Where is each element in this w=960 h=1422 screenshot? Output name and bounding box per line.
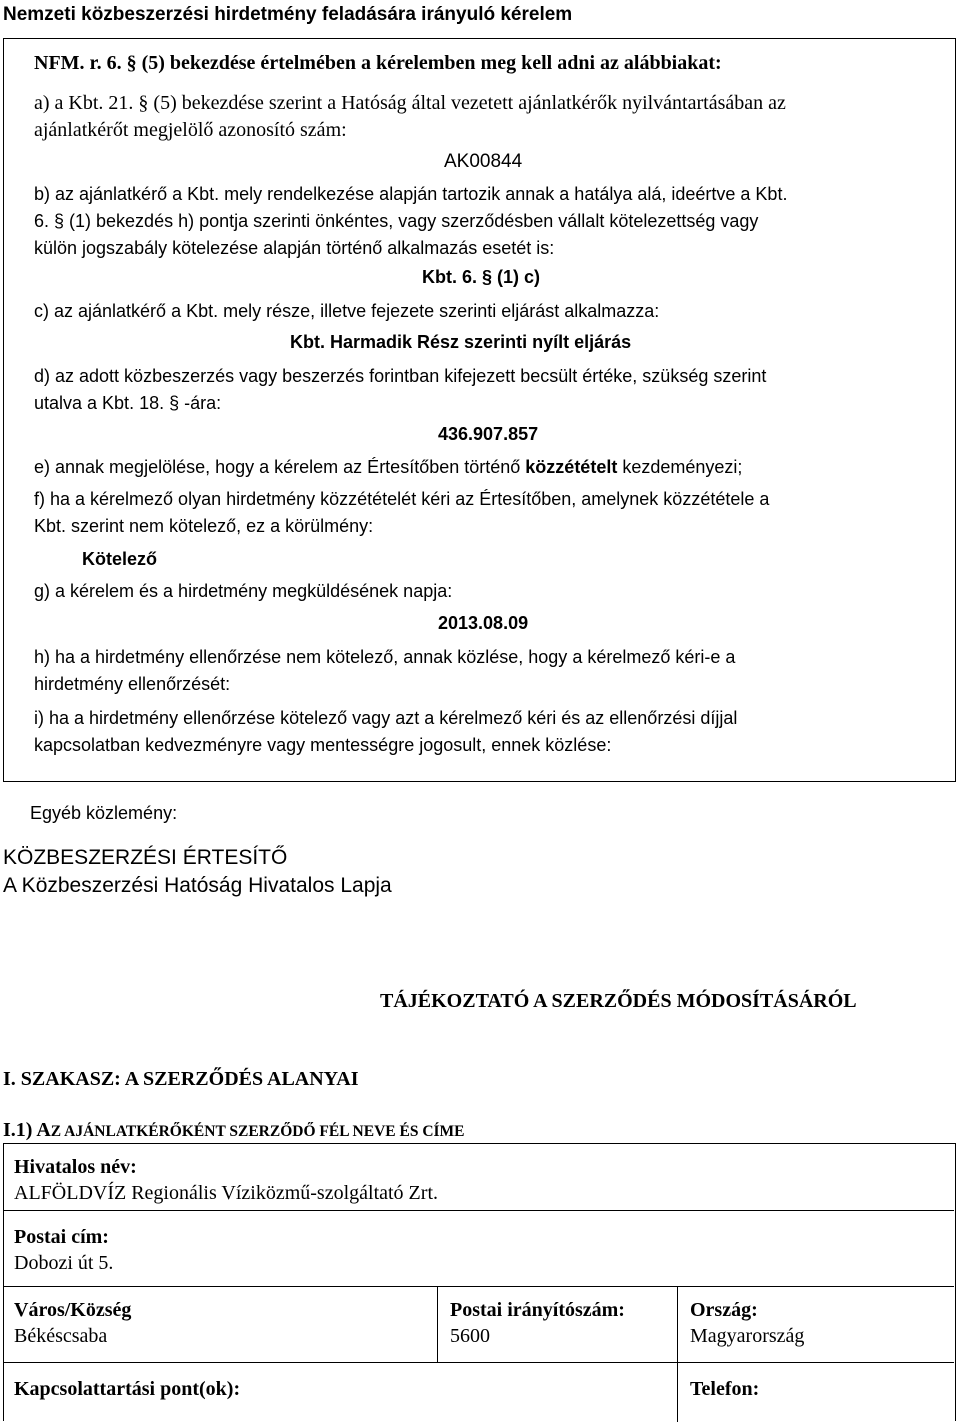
other-notice-label: Egyéb közlemény: (30, 803, 178, 823)
item-d-value: 436.907.857 (438, 424, 539, 444)
country-label: Ország: (690, 1299, 758, 1321)
city-value: Békéscsaba (14, 1325, 108, 1347)
item-g-line1: g) a kérelem és a hirdetmény megküldésének napja: (34, 581, 453, 601)
item-a-value: AK00844 (444, 151, 523, 172)
row-divider-1 (4, 1210, 954, 1211)
subsection-prefix: I.1) A (3, 1119, 51, 1141)
item-h-line2: hirdetmény ellenőrzését: (34, 674, 231, 694)
item-f-value: Kötelező (82, 549, 158, 569)
item-i-line1: i) ha a hirdetmény ellenőrzése kötelező vagy azt a kérelmező kéri és az ellenőrzési díjjal (34, 708, 738, 728)
item-a-line1: a) a Kbt. 21. § (5) bekezdése szerint a Hatóság által vezetett ajánlatkérők nyilvántartásában az (34, 92, 786, 114)
city-label: Város/Község (14, 1299, 132, 1321)
contact-table (3, 1143, 956, 1421)
item-a-line2: ajánlatkérőt megjelölő azonosító szám: (34, 119, 347, 141)
section-title: I. SZAKASZ: A SZERZŐDÉS ALANYAI (3, 1068, 359, 1090)
postcode-label: Postai irányítószám: (450, 1299, 625, 1321)
phone-label: Telefon: (690, 1378, 760, 1400)
item-e-text-post: kezdeményezi; (617, 457, 743, 477)
col-divider-2 (677, 1286, 678, 1422)
postal-address-label: Postai cím: (14, 1226, 109, 1248)
col-divider-1 (437, 1286, 438, 1363)
request-box (3, 38, 956, 782)
postal-address-value: Dobozi út 5. (14, 1252, 114, 1274)
postcode-value: 5600 (450, 1325, 490, 1347)
publication-subtitle: A Közbeszerzési Hatóság Hivatalos Lapja (3, 874, 392, 897)
item-b-value: Kbt. 6. § (1) c) (422, 267, 541, 287)
official-name-value: ALFÖLDVÍZ Regionális Víziközmű-szolgáltató Zrt. (14, 1182, 438, 1204)
notice-title: TÁJÉKOZTATÓ A SZERZŐDÉS MÓDOSÍTÁSÁRÓL (380, 990, 857, 1012)
item-e-line (34, 457, 742, 478)
item-b-line3: külön jogszabály kötelezése alapján történő alkalmazás esetét is: (34, 238, 555, 258)
contact-label: Kapcsolattartási pont(ok): (14, 1378, 241, 1400)
subsection-title (3, 1119, 465, 1142)
subsection-rest: Z AJÁNLATKÉRŐKÉNT SZERZŐDŐ FÉL NEVE ÉS CÍME (50, 1123, 465, 1140)
item-d-line2: utalva a Kbt. 18. § -ára: (34, 393, 222, 413)
item-h-line1: h) ha a hirdetmény ellenőrzése nem kötelező, annak közlése, hogy a kérelmező kéri-e a (34, 647, 736, 667)
item-b-line1: b) az ajánlatkérő a Kbt. mely rendelkezése alapján tartozik annak a hatálya alá, ideértve a Kbt. (34, 184, 788, 204)
item-f-line2: Kbt. szerint nem kötelező, ez a körülmény: (34, 516, 374, 536)
item-c-value: Kbt. Harmadik Rész szerinti nyílt eljárás (290, 332, 632, 352)
country-value: Magyarország (690, 1325, 805, 1347)
item-i-line2: kapcsolatban kedvezményre vagy mentességre jogosult, ennek közlése: (34, 735, 612, 755)
item-f-line1: f) ha a kérelmező olyan hirdetmény közzétételét kéri az Értesítőben, amelynek közzététele a (34, 489, 770, 509)
official-name-label: Hivatalos név: (14, 1156, 137, 1178)
item-g-value: 2013.08.09 (438, 613, 529, 633)
item-d-line1: d) az adott közbeszerzés vagy beszerzés forintban kifejezett becsült értéke, szükség szerint (34, 366, 767, 386)
item-e-text-pre: e) annak megjelölése, hogy a kérelem az Értesítőben történő (34, 457, 526, 477)
publication-name: KÖZBESZERZÉSI ÉRTESÍTŐ (3, 846, 288, 869)
item-c-line1: c) az ajánlatkérő a Kbt. mely része, illetve fejezete szerinti eljárást alkalmazza: (34, 301, 660, 321)
document-title: Nemzeti közbeszerzési hirdetmény feladására irányuló kérelem (3, 4, 573, 25)
row-divider-3 (4, 1362, 954, 1363)
request-intro: NFM. r. 6. § (5) bekezdése értelmében a kérelemben meg kell adni az alábbiakat: (34, 52, 722, 74)
item-e-text-bold: közzétételt (525, 457, 618, 477)
row-divider-2 (4, 1286, 954, 1287)
item-b-line2: 6. § (1) bekezdés h) pontja szerinti önkéntes, vagy szerződésben vállalt kötelezettség vagy (34, 211, 759, 231)
